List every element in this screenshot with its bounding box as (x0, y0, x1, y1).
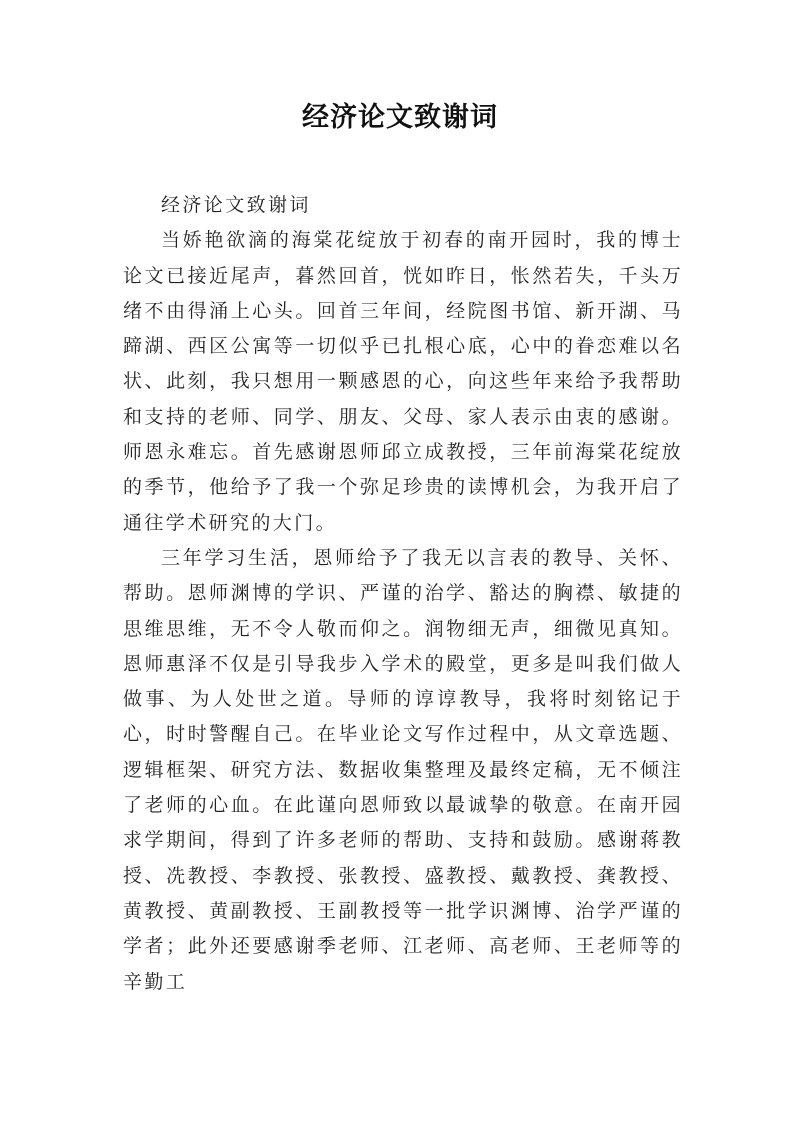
paragraph-subtitle: 经济论文致谢词 (161, 194, 311, 216)
document-body (123, 188, 683, 1000)
document-title: 经济论文致谢词 (302, 102, 498, 133)
paragraph: 当娇艳欲滴的海棠花绽放于初春的南开园时，我的博士论文已接近尾声，暮然回首，恍如昨日，怅然若失，千头万绪不由得涌上心头。回首三年间，经院图书馆、新开湖、马蹄湖、西区公寓等一切似乎已扎根心底，心中的眷恋难以名状、此刻，我只想用一颗感恩的心，向这些年来给予我帮助和支持的老师、同学、朋友、父母、家人表示由衷的感谢。师恩永难忘。首先感谢恩师邱立成教授，三年前海棠花绽放的季节，他给予了我一个弥足珍贵的读博机会，为我开启了通往学术研究的大门。 (123, 229, 683, 534)
paragraph: 三年学习生活，恩师给予了我无以言表的教导、关怀、帮助。恩师渊博的学识、严谨的治学、豁达的胸襟、敏捷的思维思维，无不令人敬而仰之。润物细无声，细微见真知。恩师惠泽不仅是引导我步入学术的殿堂，更多是叫我们做人做事、为人处世之道。导师的谆谆教导，我将时刻铭记于心，时时警醒自己。在毕业论文写作过程中，从文章选题、逻辑框架、研究方法、数据收集整理及最终定稿，无不倾注了老师的心血。在此谨向恩师致以最诚挚的敬意。在南开园求学期间，得到了许多老师的帮助、支持和鼓励。感谢蒋教授、冼教授、李教授、张教授、盛教授、戴教授、龚教授、黄教授、黄副教授、王副教授等一批学识渊博、治学严谨的学者；此外还要感谢季老师、江老师、高老师、王老师等的辛勤工 (123, 546, 683, 993)
